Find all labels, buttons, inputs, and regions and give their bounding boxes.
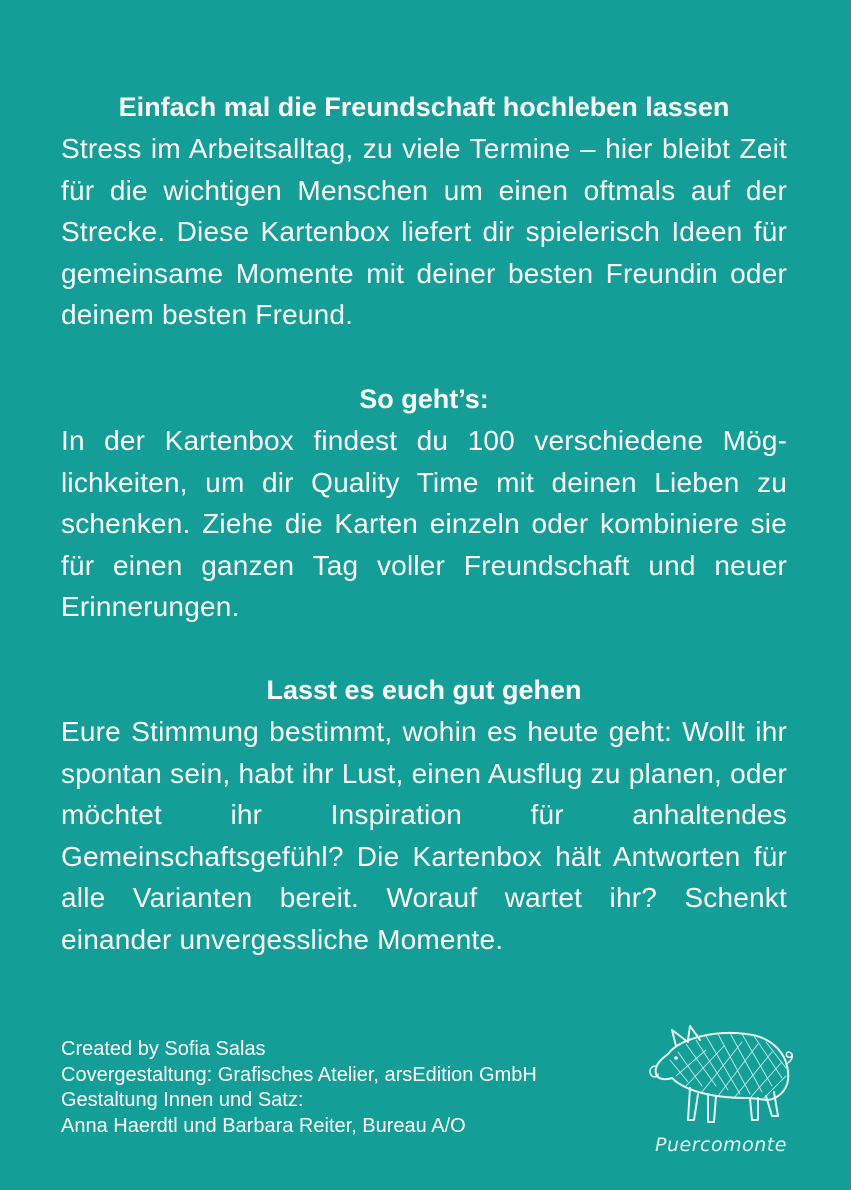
credit-line: Anna Haerdtl und Barbara Reiter, Bureau A/O xyxy=(61,1114,466,1137)
section-heading: Einfach mal die Freundschaft hochleben lassen xyxy=(118,92,730,122)
credits xyxy=(61,1037,641,1139)
publisher-logo xyxy=(646,1016,796,1166)
section-how-it-works xyxy=(61,379,787,628)
section-heading: Lasst es euch gut gehen xyxy=(266,675,582,705)
pig-sketch-icon xyxy=(646,1016,796,1134)
section-enjoy xyxy=(61,670,787,960)
section-friendship xyxy=(61,87,787,336)
section-heading: So geht’s: xyxy=(359,384,489,414)
section-body: Eure Stimmung bestimmt, wohin es heute geht: Wollt ihr spontan sein, habt ihr Lust, einen Ausflug zu planen, oder möchtet ihr Inspiration für anhaltendes Gemeinschaftsgefühl? Die Kartenbox hält Antworten für alle Varianten bereit. Worauf wartet ihr? Schenkt einander unvergessliche Momente. xyxy=(61,716,787,955)
credit-line: Covergestaltung: Grafisches Atelier, arsEdition GmbH xyxy=(61,1063,537,1086)
credit-line: Gestaltung Innen und Satz: xyxy=(61,1089,304,1111)
logo-wordmark: Puercomonte xyxy=(655,1134,787,1156)
credit-line: Created by Sofia Salas xyxy=(61,1038,266,1060)
section-body: In der Kartenbox findest du 100 verschiedene Möglichkeiten, um dir Quality Time mit deinen Lieben zu schenken. Ziehe die Karten einzeln oder kombiniere sie für einen ganzen Tag voller Freundschaft und neuer Erinnerungen. xyxy=(61,425,787,622)
section-body: Stress im Arbeitsalltag, zu viele Termine – hier bleibt Zeit für die wichtigen Menschen um einen oftmals auf der Strecke. Diese Kartenbox liefert dir spielerisch Ideen für gemeinsame Momente mit deiner besten Freundin oder deinem besten Freund. xyxy=(61,133,787,330)
